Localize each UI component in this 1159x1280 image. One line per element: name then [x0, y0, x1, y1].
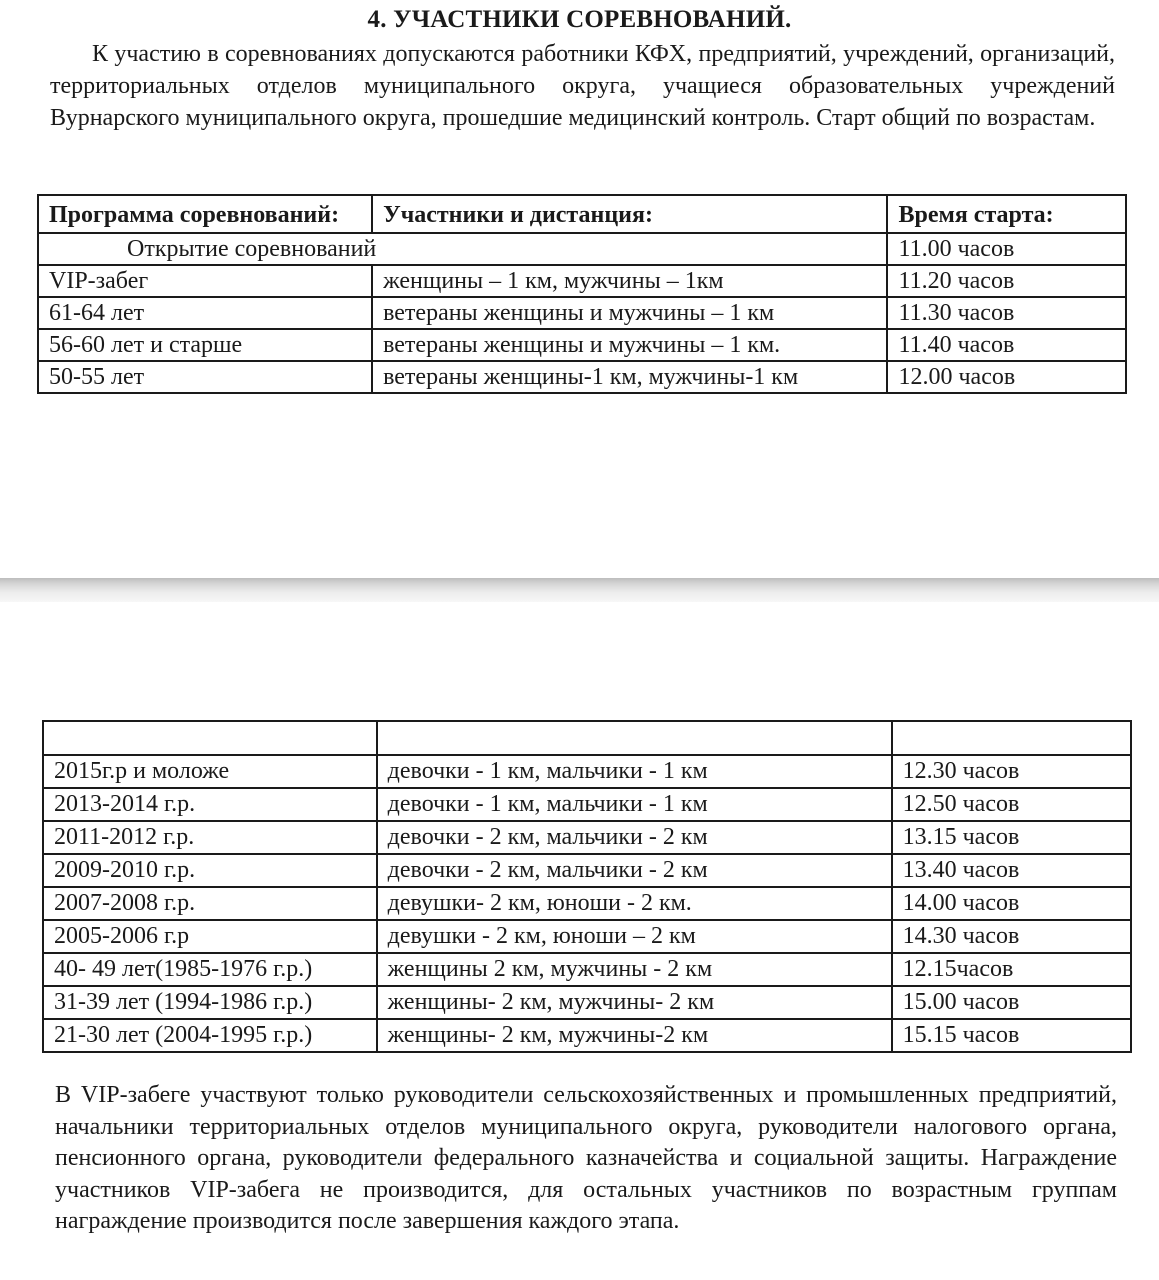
- opening-time: 11.00 часов: [887, 233, 1126, 265]
- program-cell: 2015г.р и моложе: [43, 755, 377, 788]
- time-cell: 12.15часов: [892, 953, 1131, 986]
- table-row: [43, 953, 1131, 986]
- program-cell: 40- 49 лет(1985-1976 г.р.): [43, 953, 377, 986]
- empty-cell: [43, 721, 377, 755]
- time-cell: 11.40 часов: [887, 329, 1126, 361]
- page-separator: [0, 578, 1159, 602]
- document-page-1: [0, 0, 1159, 578]
- program-cell: 2011-2012 г.р.: [43, 821, 377, 854]
- time-cell: 15.15 часов: [892, 1019, 1131, 1052]
- participants-cell: девочки - 1 км, мальчики - 1 км: [377, 755, 892, 788]
- table-row: [43, 854, 1131, 887]
- closing-paragraph: В VIP-забеге участвуют только руководители сельскохозяйственных и промышленных предприятий, начальники территориальных отделов муниципального округа, руководители налогового органа, пенсионного органа, руководители федерального казначейства и социальной защиты. Награждение участников VIP-забега не производится, для остальных участников по возрастным группам награждение производится после завершения каждого этапа.: [55, 1082, 1117, 1234]
- program-cell: 2007-2008 г.р.: [43, 887, 377, 920]
- header-program: Программа соревнований:: [38, 195, 372, 233]
- participants-cell: женщины – 1 км, мужчины – 1км: [372, 265, 887, 297]
- participants-cell: ветераны женщины и мужчины – 1 км: [372, 297, 887, 329]
- table-row: [38, 329, 1126, 361]
- table-row: [38, 265, 1126, 297]
- time-cell: 13.15 часов: [892, 821, 1131, 854]
- program-cell: 21-30 лет (2004-1995 г.р.): [43, 1019, 377, 1052]
- table-row: [43, 1019, 1131, 1052]
- participants-cell: девочки - 2 км, мальчики - 2 км: [377, 821, 892, 854]
- document-page-2: [0, 602, 1159, 1280]
- empty-cell: [892, 721, 1131, 755]
- table-row: [43, 788, 1131, 821]
- time-cell: 11.20 часов: [887, 265, 1126, 297]
- program-cell: 56-60 лет и старше: [38, 329, 372, 361]
- table-empty-row: [43, 721, 1131, 755]
- table-row: [43, 755, 1131, 788]
- participants-cell: девушки- 2 км, юноши - 2 км.: [377, 887, 892, 920]
- time-cell: 11.30 часов: [887, 297, 1126, 329]
- opening-label: Открытие соревнований: [38, 233, 887, 265]
- header-participants: Участники и дистанция:: [372, 195, 887, 233]
- program-cell: 31-39 лет (1994-1986 г.р.): [43, 986, 377, 1019]
- table-row: [38, 361, 1126, 393]
- program-cell: VIP-забег: [38, 265, 372, 297]
- program-cell: 61-64 лет: [38, 297, 372, 329]
- table-row: [43, 920, 1131, 953]
- intro-paragraph: К участию в соревнованиях допускаются работники КФХ, предприятий, учреждений, организаций, территориальных отделов муниципального округа, учащиеся образовательных учреждений Вурнарского муниципального округа, прошедшие медицинский контроль. Старт общий по возрастам.: [50, 41, 1115, 131]
- empty-cell: [377, 721, 892, 755]
- schedule-table-1: [37, 194, 1127, 394]
- table-row: [43, 887, 1131, 920]
- participants-cell: ветераны женщины-1 км, мужчины-1 км: [372, 361, 887, 393]
- participants-cell: девочки - 2 км, мальчики - 2 км: [377, 854, 892, 887]
- table-header-row: [38, 195, 1126, 233]
- time-cell: 12.50 часов: [892, 788, 1131, 821]
- schedule-table-2: [42, 720, 1132, 1053]
- time-cell: 12.30 часов: [892, 755, 1131, 788]
- time-cell: 15.00 часов: [892, 986, 1131, 1019]
- program-cell: 50-55 лет: [38, 361, 372, 393]
- participants-cell: женщины 2 км, мужчины - 2 км: [377, 953, 892, 986]
- header-start-time: Время старта:: [887, 195, 1126, 233]
- time-cell: 14.00 часов: [892, 887, 1131, 920]
- time-cell: 12.00 часов: [887, 361, 1126, 393]
- participants-cell: девушки - 2 км, юноши – 2 км: [377, 920, 892, 953]
- participants-cell: ветераны женщины и мужчины – 1 км.: [372, 329, 887, 361]
- participants-cell: девочки - 1 км, мальчики - 1 км: [377, 788, 892, 821]
- program-cell: 2013-2014 г.р.: [43, 788, 377, 821]
- participants-cell: женщины- 2 км, мужчины-2 км: [377, 1019, 892, 1052]
- table-row: [38, 297, 1126, 329]
- time-cell: 14.30 часов: [892, 920, 1131, 953]
- table-row: [43, 986, 1131, 1019]
- time-cell: 13.40 часов: [892, 854, 1131, 887]
- program-cell: 2009-2010 г.р.: [43, 854, 377, 887]
- participants-cell: женщины- 2 км, мужчины- 2 км: [377, 986, 892, 1019]
- table-row-opening: [38, 233, 1126, 265]
- program-cell: 2005-2006 г.р: [43, 920, 377, 953]
- section-title: 4. УЧАСТНИКИ СОРЕВНОВАНИЙ.: [367, 6, 792, 33]
- table-row: [43, 821, 1131, 854]
